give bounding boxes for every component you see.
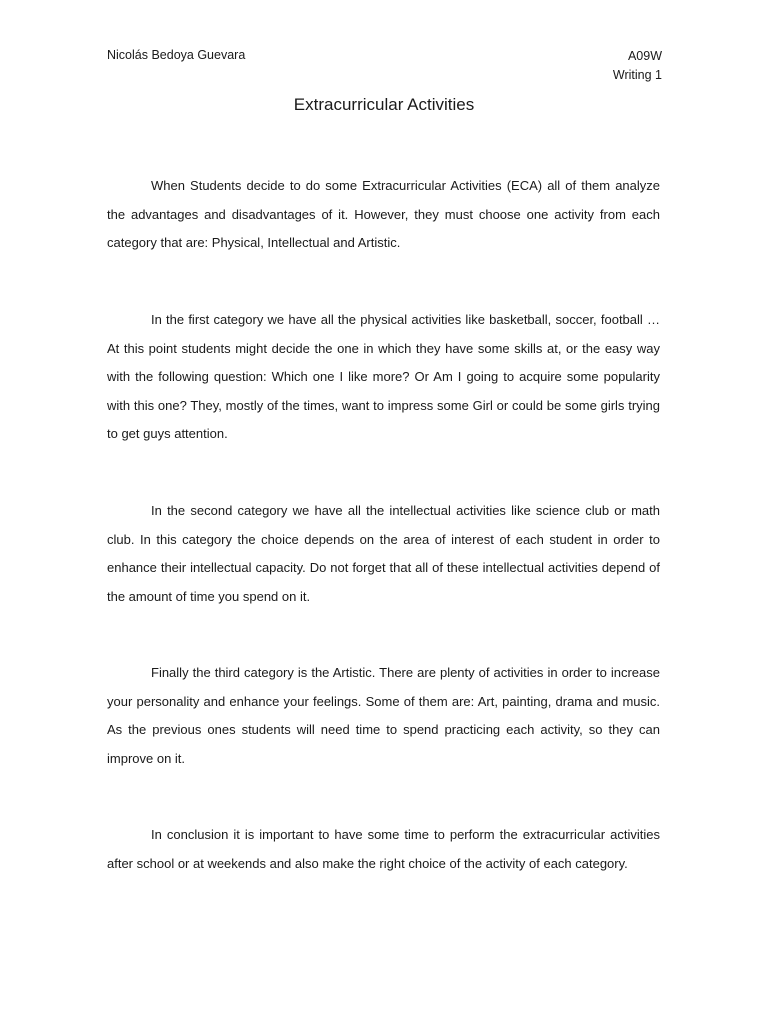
paragraph-intro: When Students decide to do some Extracurricular Activities (ECA) all of them analyze the advantages and disadvantages of it. However, they must choose one activity from each category that are: Physical, Intellectual and Artistic. (107, 178, 660, 250)
paragraph-physical: In the first category we have all the physical activities like basketball, soccer, football … At this point students might decide the one in which they have some skills at, or the easy way with the following question: Which one I like more? Or Am I going to acquire some popularity with this one? They, mostly of the times, want to impress some Girl or could be some girls trying to get guys attention. (107, 312, 660, 441)
header-right-block (613, 47, 662, 85)
paragraph-intellectual: In the second category we have all the intellectual activities like science club or math club. In this category the choice depends on the area of interest of each student in order to enhance their intellectual capacity. Do not forget that all of these intellectual activities depend of the amount of time you spend on it. (107, 503, 660, 604)
class-code: A09W (627, 49, 662, 63)
author-name: Nicolás Bedoya Guevara (107, 48, 246, 62)
course-name: Writing 1 (612, 68, 662, 82)
paragraph-conclusion: In conclusion it is important to have some time to perform the extracurricular activities after school or at weekends and also make the right choice of the activity of each category. (107, 827, 660, 871)
document-title: Extracurricular Activities (293, 95, 475, 114)
paragraph-artistic: Finally the third category is the Artistic. There are plenty of activities in order to increase your personality and enhance your feelings. Some of them are: Art, painting, drama and music. As the previous ones students will need time to spend practicing each activity, so they can improve on it. (107, 665, 660, 766)
